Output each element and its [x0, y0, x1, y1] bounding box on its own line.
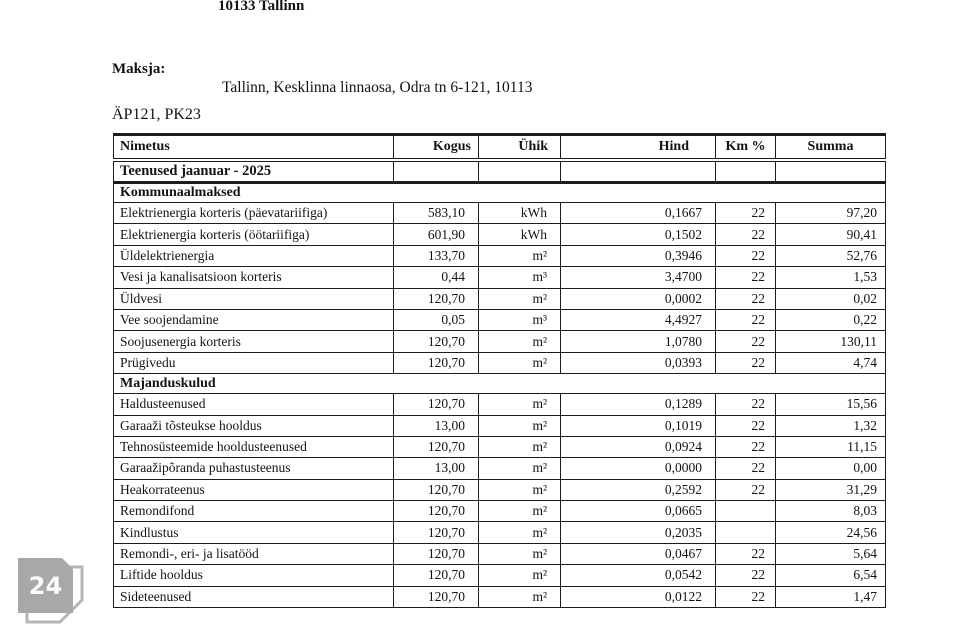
price-cell: 0,1289	[561, 394, 716, 415]
apartment-ref: ÄP121, PK23	[112, 106, 201, 123]
service-name-cell: Üldvesi	[114, 288, 394, 309]
section-row	[114, 374, 886, 394]
quantity-cell: 0,05	[394, 309, 479, 330]
sum-cell: 6,54	[776, 565, 886, 586]
service-name-cell: Heakorrateenus	[114, 479, 394, 500]
sum-cell: 52,76	[776, 245, 886, 266]
quantity-cell: 13,00	[394, 415, 479, 436]
sum-cell: 1,32	[776, 415, 886, 436]
service-name-cell: Sideteenused	[114, 586, 394, 607]
table-row	[114, 479, 886, 500]
price-cell: 0,3946	[561, 245, 716, 266]
quantity-cell: 0,44	[394, 267, 479, 288]
sum-cell: 24,56	[776, 522, 886, 543]
vat-cell: 22	[716, 245, 776, 266]
quantity-cell: 120,70	[394, 501, 479, 522]
unit-cell: m²	[479, 352, 561, 373]
price-cell: 4,4927	[561, 309, 716, 330]
service-name-cell: Tehnosüsteemide hooldusteenused	[114, 436, 394, 457]
price-cell: 0,0002	[561, 288, 716, 309]
price-cell: 0,0665	[561, 501, 716, 522]
payer-address: Tallinn, Kesklinna linnaosa, Odra tn 6-121, 10113	[222, 79, 533, 96]
vat-cell: 22	[716, 352, 776, 373]
service-name-cell: Garaaži tõsteukse hooldus	[114, 415, 394, 436]
quantity-cell: 120,70	[394, 288, 479, 309]
price-cell: 0,0924	[561, 436, 716, 457]
quantity-cell: 120,70	[394, 565, 479, 586]
vat-cell: 22	[716, 203, 776, 224]
table-row	[114, 309, 886, 330]
quantity-cell: 120,70	[394, 331, 479, 352]
price-cell: 0,1502	[561, 224, 716, 245]
quantity-cell: 120,70	[394, 522, 479, 543]
unit-cell: m²	[479, 415, 561, 436]
sum-cell: 8,03	[776, 501, 886, 522]
vat-cell	[716, 501, 776, 522]
section-title: Majanduskulud	[114, 374, 886, 394]
unit-cell: kWh	[479, 203, 561, 224]
service-name-cell: Remondi-, eri- ja lisatööd	[114, 543, 394, 564]
page-number: 24	[28, 572, 63, 600]
unit-cell: m²	[479, 458, 561, 479]
vat-cell: 22	[716, 479, 776, 500]
table-header-row	[114, 135, 886, 160]
unit-cell: m²	[479, 586, 561, 607]
sum-cell: 0,02	[776, 288, 886, 309]
price-cell: 0,0122	[561, 586, 716, 607]
quantity-cell: 120,70	[394, 479, 479, 500]
service-name-cell: Remondifond	[114, 501, 394, 522]
column-header-km: Km %	[716, 135, 776, 160]
service-name-cell: Haldusteenused	[114, 394, 394, 415]
vat-cell	[716, 522, 776, 543]
quantity-cell: 120,70	[394, 394, 479, 415]
price-cell: 0,2592	[561, 479, 716, 500]
sum-cell: 5,64	[776, 543, 886, 564]
section-title: Kommunaalmaksed	[114, 183, 886, 203]
price-cell: 0,1019	[561, 415, 716, 436]
unit-cell: m²	[479, 479, 561, 500]
price-cell: 0,1667	[561, 203, 716, 224]
table-row	[114, 458, 886, 479]
vat-cell: 22	[716, 565, 776, 586]
sum-cell: 0,00	[776, 458, 886, 479]
vat-cell: 22	[716, 267, 776, 288]
unit-cell: m²	[479, 394, 561, 415]
price-cell: 0,0467	[561, 543, 716, 564]
sum-cell: 11,15	[776, 436, 886, 457]
table-row	[114, 288, 886, 309]
table-row	[114, 543, 886, 564]
service-name-cell: Liftide hooldus	[114, 565, 394, 586]
table-row	[114, 436, 886, 457]
table-row	[114, 331, 886, 352]
price-cell: 0,0393	[561, 352, 716, 373]
sum-cell: 130,11	[776, 331, 886, 352]
price-cell: 0,0542	[561, 565, 716, 586]
period-title: Teenused jaanuar - 2025	[114, 160, 394, 183]
unit-cell: m²	[479, 543, 561, 564]
sum-cell: 1,53	[776, 267, 886, 288]
table-row	[114, 501, 886, 522]
table-row	[114, 394, 886, 415]
section-row	[114, 183, 886, 203]
table-row	[114, 415, 886, 436]
service-name-cell: Elektrienergia korteris (öötariifiga)	[114, 224, 394, 245]
quantity-cell: 120,70	[394, 543, 479, 564]
price-cell: 0,0000	[561, 458, 716, 479]
service-name-cell: Üldelektrienergia	[114, 245, 394, 266]
table-row	[114, 267, 886, 288]
vat-cell: 22	[716, 586, 776, 607]
sum-cell: 31,29	[776, 479, 886, 500]
quantity-cell: 13,00	[394, 458, 479, 479]
unit-cell: m²	[479, 522, 561, 543]
table-row	[114, 522, 886, 543]
sum-cell: 4,74	[776, 352, 886, 373]
period-row	[114, 160, 886, 183]
unit-cell: m²	[479, 331, 561, 352]
quantity-cell: 120,70	[394, 352, 479, 373]
quantity-cell: 120,70	[394, 436, 479, 457]
vat-cell: 22	[716, 458, 776, 479]
sum-cell: 90,41	[776, 224, 886, 245]
service-name-cell: Garaažipõranda puhastusteenus	[114, 458, 394, 479]
service-name-cell: Soojusenergia korteris	[114, 331, 394, 352]
sum-cell: 0,22	[776, 309, 886, 330]
vat-cell: 22	[716, 415, 776, 436]
sender-city: 10133 Tallinn	[218, 0, 305, 14]
vat-cell: 22	[716, 543, 776, 564]
unit-cell: m²	[479, 288, 561, 309]
column-header-uhik: Ühik	[479, 135, 561, 160]
column-header-summa: Summa	[776, 135, 886, 160]
quantity-cell: 583,10	[394, 203, 479, 224]
sum-cell: 1,47	[776, 586, 886, 607]
price-cell: 0,2035	[561, 522, 716, 543]
unit-cell: m²	[479, 436, 561, 457]
services-table	[113, 133, 886, 608]
service-name-cell: Vee soojendamine	[114, 309, 394, 330]
table-row	[114, 586, 886, 607]
price-cell: 1,0780	[561, 331, 716, 352]
vat-cell: 22	[716, 288, 776, 309]
table-row	[114, 203, 886, 224]
price-cell: 3,4700	[561, 267, 716, 288]
sum-cell: 15,56	[776, 394, 886, 415]
service-name-cell: Prügivedu	[114, 352, 394, 373]
table-row	[114, 565, 886, 586]
vat-cell: 22	[716, 394, 776, 415]
sum-cell: 97,20	[776, 203, 886, 224]
column-header-hind: Hind	[561, 135, 716, 160]
unit-cell: m²	[479, 565, 561, 586]
service-name-cell: Vesi ja kanalisatsioon korteris	[114, 267, 394, 288]
unit-cell: m²	[479, 501, 561, 522]
column-header-kogus: Kogus	[394, 135, 479, 160]
quantity-cell: 133,70	[394, 245, 479, 266]
unit-cell: m³	[479, 267, 561, 288]
service-name-cell: Kindlustus	[114, 522, 394, 543]
table-row	[114, 245, 886, 266]
vat-cell: 22	[716, 224, 776, 245]
table-body	[114, 183, 886, 608]
vat-cell: 22	[716, 436, 776, 457]
payer-label: Maksja:	[112, 61, 166, 77]
unit-cell: kWh	[479, 224, 561, 245]
unit-cell: m³	[479, 309, 561, 330]
column-header-nimetus: Nimetus	[114, 135, 394, 160]
table-row	[114, 352, 886, 373]
quantity-cell: 120,70	[394, 586, 479, 607]
unit-cell: m²	[479, 245, 561, 266]
service-name-cell: Elektrienergia korteris (päevatariifiga)	[114, 203, 394, 224]
vat-cell: 22	[716, 331, 776, 352]
quantity-cell: 601,90	[394, 224, 479, 245]
table-row	[114, 224, 886, 245]
vat-cell: 22	[716, 309, 776, 330]
page-number-badge[interactable]	[12, 552, 88, 632]
